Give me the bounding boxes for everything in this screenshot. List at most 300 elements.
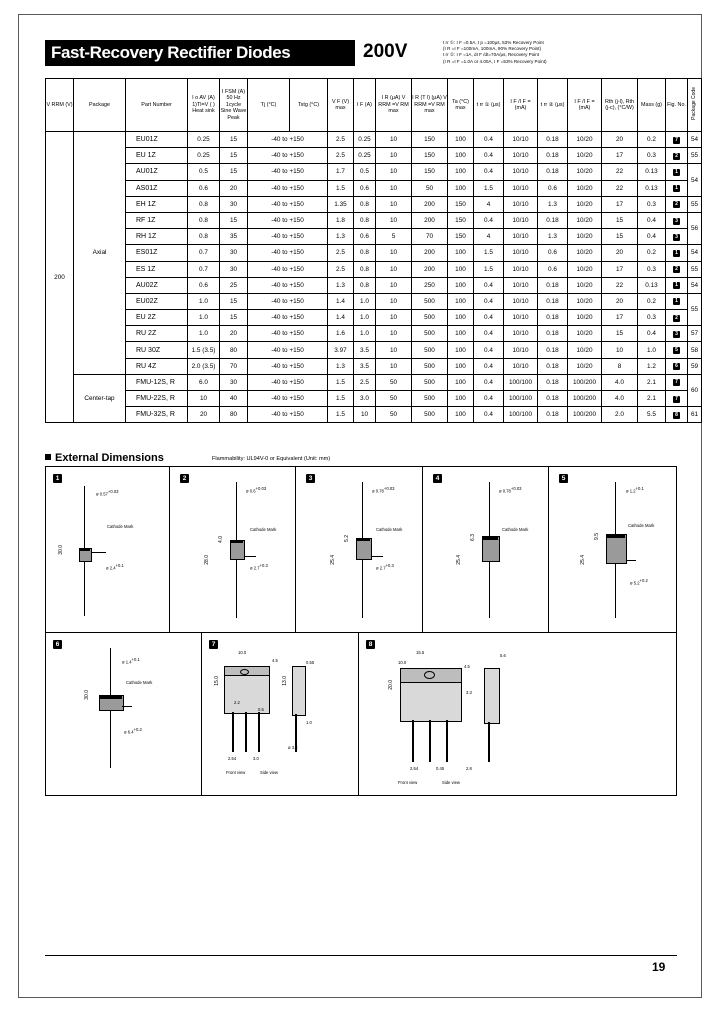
figure5-body — [606, 534, 627, 564]
figure7-pin-2 — [245, 712, 247, 752]
cell-fig: 2 — [666, 261, 688, 277]
figure2-body-length-label: 4.0 — [218, 536, 224, 543]
cell-vf: 2.5 — [328, 148, 354, 164]
cell-trr2: 0.6 — [538, 245, 568, 261]
cell-ifsm: 15 — [220, 132, 248, 148]
cell-package-code: 54 — [688, 277, 702, 293]
cell-mass: 0.13 — [638, 164, 666, 180]
th-ta: Ta (°C) max — [448, 79, 474, 132]
cell-rth: 15 — [602, 212, 638, 228]
cell-fig: 2 — [666, 310, 688, 326]
cell-ifsm: 25 — [220, 277, 248, 293]
cell-io: 1.5 (3.5) — [188, 342, 220, 358]
cell-fig: 3 — [666, 212, 688, 228]
cell-ta: 100 — [448, 326, 474, 342]
figure7-pin-1 — [232, 712, 234, 752]
figure3-leader — [371, 556, 383, 557]
cell-package-code: 55 — [688, 261, 702, 277]
cell-mass: 0.3 — [638, 310, 666, 326]
cell-vf: 1.4 — [328, 293, 354, 309]
cell-mass: 5.5 — [638, 407, 666, 423]
cell-ir: 50 — [376, 407, 412, 423]
cell-fig: 8 — [666, 407, 688, 423]
figure7-pin-3 — [258, 712, 260, 752]
section-bullet-icon — [45, 454, 51, 460]
figure4-lead-length-label: 25.4 — [456, 555, 462, 565]
figure5-cathode-mark-label: Cathode Mark — [628, 523, 655, 528]
cell-ifif2: 100/200 — [568, 391, 602, 407]
cell-package-code: 58 — [688, 342, 702, 358]
figure8-label-a: 4.5 — [464, 664, 470, 669]
cell-tj: -40 to +150 — [248, 132, 328, 148]
figure6-body-label: ø 6.4+0.2 — [124, 727, 142, 735]
cell-io: 0.7 — [188, 245, 220, 261]
figure3-body — [356, 538, 372, 560]
figure1-leader — [92, 552, 106, 553]
cell-ifsm: 80 — [220, 407, 248, 423]
cell-tj: -40 to +150 — [248, 245, 328, 261]
cell-tj: -40 to +150 — [248, 180, 328, 196]
cell-ifsm: 15 — [220, 212, 248, 228]
cell-part-number: ES 1Z — [126, 261, 188, 277]
table-row — [46, 196, 702, 212]
cell-ta: 100 — [448, 391, 474, 407]
cell-trr2: 0.18 — [538, 132, 568, 148]
cell-fig: 7 — [666, 391, 688, 407]
figure8-pin-2 — [429, 720, 431, 762]
cell-package-code: 55 — [688, 293, 702, 325]
cell-ifif1: 10/10 — [504, 293, 538, 309]
cell-ifif1: 10/10 — [504, 196, 538, 212]
figure7-side-body — [292, 666, 306, 716]
cell-fig: 3 — [666, 229, 688, 245]
cell-ta: 100 — [448, 180, 474, 196]
cell-if: 3.5 — [354, 358, 376, 374]
dimensions-vsep-6 — [358, 632, 359, 796]
dimensions-vsep-5 — [201, 632, 202, 796]
cell-ifsm: 20 — [220, 180, 248, 196]
cell-part-number: AS01Z — [126, 180, 188, 196]
cell-vf: 2.5 — [328, 245, 354, 261]
figure-number-7: 7 — [209, 640, 218, 649]
cell-mass: 0.2 — [638, 245, 666, 261]
cell-trr2: 0.18 — [538, 326, 568, 342]
document-header — [45, 40, 677, 74]
figure4-body-length-label: 6.3 — [470, 534, 476, 541]
cell-mass: 1.0 — [638, 342, 666, 358]
cell-tj: -40 to +150 — [248, 261, 328, 277]
cell-part-number: FMU-32S, R — [126, 407, 188, 423]
th-ifsm: I FSM (A) 50 Hz 1cycle Sine Wave Peak — [220, 79, 248, 132]
cell-tj: -40 to +150 — [248, 326, 328, 342]
cell-ifif2: 10/20 — [568, 245, 602, 261]
cell-ifsm: 15 — [220, 148, 248, 164]
th-if: I F (A) — [354, 79, 376, 132]
cell-vf: 1.35 — [328, 196, 354, 212]
cell-trr2: 0.18 — [538, 164, 568, 180]
cell-ir-tl: 500 — [412, 342, 448, 358]
cell-ir-tl: 500 — [412, 293, 448, 309]
cell-part-number: FMU-22S, R — [126, 391, 188, 407]
figure1-cathode-band — [79, 548, 90, 551]
cell-tj: -40 to +150 — [248, 148, 328, 164]
cell-part-number: EU02Z — [126, 293, 188, 309]
cell-package-code: 57 — [688, 326, 702, 342]
cell-ifif2: 10/20 — [568, 164, 602, 180]
cell-mass: 0.13 — [638, 180, 666, 196]
figure5-body-label: ø 5.2+0.2 — [630, 578, 648, 586]
figure3-cathode-band — [356, 538, 370, 541]
cell-trr2: 0.6 — [538, 261, 568, 277]
figure7-label-g: 1.0 — [306, 720, 312, 725]
figure1-body-label: ø 2.4+0.1 — [106, 563, 124, 571]
cell-tj: -40 to +150 — [248, 293, 328, 309]
table-row — [46, 310, 702, 326]
figure5-diameter-label: ø 1.2+0.1 — [626, 486, 644, 494]
page-number: 19 — [652, 960, 666, 974]
cell-package-axial: Axial — [74, 132, 126, 375]
cell-tj: -40 to +150 — [248, 229, 328, 245]
cell-ifif1: 100/100 — [504, 407, 538, 423]
th-package-code: Package Code — [688, 79, 702, 132]
cell-package-code: 55 — [688, 196, 702, 212]
cell-io: 1.0 — [188, 293, 220, 309]
cell-mass: 0.13 — [638, 277, 666, 293]
figure2-leader — [244, 556, 256, 557]
cell-ir: 10 — [376, 212, 412, 228]
cell-vf: 1.3 — [328, 277, 354, 293]
cell-ifif2: 10/20 — [568, 261, 602, 277]
cell-ir: 10 — [376, 148, 412, 164]
cell-fig: 7 — [666, 374, 688, 390]
cell-part-number: EU 1Z — [126, 148, 188, 164]
cell-ir: 10 — [376, 326, 412, 342]
cell-vf: 1.3 — [328, 358, 354, 374]
cell-vf: 1.5 — [328, 407, 354, 423]
cell-trr2: 0.6 — [538, 180, 568, 196]
cell-trr1: 0.4 — [474, 358, 504, 374]
cell-ta: 150 — [448, 212, 474, 228]
cell-fig: 2 — [666, 196, 688, 212]
figure3-body-length-label: 5.2 — [344, 535, 350, 542]
cell-io: 2.0 (3.5) — [188, 358, 220, 374]
cell-rth: 4.0 — [602, 391, 638, 407]
th-trr2: t rr ② (μs) — [538, 79, 568, 132]
cell-io: 0.7 — [188, 261, 220, 277]
cell-trr1: 0.4 — [474, 293, 504, 309]
table-row — [46, 212, 702, 228]
cell-ifsm: 20 — [220, 326, 248, 342]
cell-ir-tl: 500 — [412, 326, 448, 342]
external-dimensions-heading: External Dimensions — [45, 452, 164, 464]
voltage-rating: 200V — [363, 41, 408, 62]
cell-ifsm: 30 — [220, 374, 248, 390]
cell-ir-tl: 70 — [412, 229, 448, 245]
cell-trr2: 0.18 — [538, 358, 568, 374]
cell-fig: 5 — [666, 342, 688, 358]
cell-if: 0.6 — [354, 229, 376, 245]
cell-vf: 1.5 — [328, 391, 354, 407]
figure7-label-c: 3.0 — [253, 756, 259, 761]
cell-rth: 17 — [602, 310, 638, 326]
cell-ir-tl: 500 — [412, 407, 448, 423]
figure-number-2: 2 — [180, 474, 189, 483]
cell-package-code: 61 — [688, 407, 702, 423]
table-row — [46, 261, 702, 277]
cell-if: 0.8 — [354, 212, 376, 228]
cell-ir-tl: 150 — [412, 164, 448, 180]
th-part-number: Part Number — [126, 79, 188, 132]
cell-ir: 10 — [376, 277, 412, 293]
figure7-side-view-label: Side view — [260, 770, 278, 775]
cell-ir: 10 — [376, 245, 412, 261]
table-row — [46, 293, 702, 309]
cell-ifif1: 10/10 — [504, 164, 538, 180]
table-row — [46, 148, 702, 164]
cell-mass: 2.1 — [638, 374, 666, 390]
cell-ifif1: 10/10 — [504, 342, 538, 358]
cell-ta: 150 — [448, 196, 474, 212]
cell-trr2: 0.18 — [538, 212, 568, 228]
th-tstg: Tstg (°C) — [290, 79, 328, 132]
figure3-body-label: ø 2.7+0.3 — [376, 563, 394, 571]
figure4-cathode-mark-label: Cathode Mark — [502, 527, 529, 532]
cell-ir-tl: 200 — [412, 245, 448, 261]
cell-fig: 1 — [666, 180, 688, 196]
figure5-body-length-label: 9.5 — [594, 533, 600, 540]
figure8-label-pitch: 2.54 — [410, 766, 419, 771]
figure5-leader — [626, 560, 636, 561]
cell-ifsm: 40 — [220, 391, 248, 407]
th-mass: Mass (g) — [638, 79, 666, 132]
figure-number-8: 8 — [366, 640, 375, 649]
cell-io: 0.8 — [188, 212, 220, 228]
cell-part-number: AU01Z — [126, 164, 188, 180]
cell-fig: 1 — [666, 164, 688, 180]
figure2-body — [230, 540, 245, 560]
cell-ifsm: 30 — [220, 245, 248, 261]
cell-if: 1.0 — [354, 293, 376, 309]
table-row — [46, 326, 702, 342]
dimensions-vsep-4 — [548, 466, 549, 632]
cell-rth: 20 — [602, 132, 638, 148]
cell-if: 0.25 — [354, 148, 376, 164]
figure7-label-b: 0.5 — [258, 707, 264, 712]
cell-ir-tl: 200 — [412, 196, 448, 212]
cell-package-code: 56 — [688, 212, 702, 244]
cell-ifif2: 100/200 — [568, 374, 602, 390]
figure6-cathode-mark-label: Cathode Mark — [126, 680, 153, 685]
cell-tj: -40 to +150 — [248, 374, 328, 390]
table-row — [46, 229, 702, 245]
table-row — [46, 391, 702, 407]
cell-fig: 1 — [666, 293, 688, 309]
figure8-side-body — [484, 668, 500, 724]
cell-vf: 1.8 — [328, 212, 354, 228]
cell-ifif1: 10/10 — [504, 180, 538, 196]
cell-rth: 10 — [602, 342, 638, 358]
figure7-label-a: 2.2 — [234, 700, 240, 705]
cell-trr2: 0.18 — [538, 310, 568, 326]
cell-mass: 0.4 — [638, 326, 666, 342]
cell-ir: 10 — [376, 132, 412, 148]
cell-ta: 100 — [448, 342, 474, 358]
th-tj: Tj (°C) — [248, 79, 290, 132]
cell-ifif1: 100/100 — [504, 374, 538, 390]
cell-tj: -40 to +150 — [248, 277, 328, 293]
cell-package-code: 54 — [688, 132, 702, 148]
cell-rth: 22 — [602, 277, 638, 293]
figure8-label-e: 3.3 — [466, 690, 472, 695]
cell-trr1: 4 — [474, 229, 504, 245]
cell-part-number: FMU-12S, R — [126, 374, 188, 390]
cell-package-code: 59 — [688, 358, 702, 374]
figure1-cathode-mark-label: Cathode Mark — [107, 524, 134, 529]
th-package: Package — [74, 79, 126, 132]
figure7-label-f: 0.55 — [306, 660, 315, 665]
cell-ir: 5 — [376, 229, 412, 245]
cell-io: 1.0 — [188, 310, 220, 326]
external-dimensions-box — [45, 466, 677, 796]
table-row — [46, 342, 702, 358]
cell-ta: 100 — [448, 374, 474, 390]
figure1-diameter-label: ø 0.57+0.03 — [96, 489, 119, 497]
figure8-pin-3 — [446, 720, 448, 762]
cell-trr1: 0.4 — [474, 277, 504, 293]
figure6-leader — [122, 706, 132, 707]
cell-rth: 22 — [602, 164, 638, 180]
cell-io: 0.8 — [188, 229, 220, 245]
footer-rule — [45, 955, 677, 956]
cell-rth: 20 — [602, 293, 638, 309]
cell-ta: 100 — [448, 261, 474, 277]
cell-fig: 6 — [666, 358, 688, 374]
cell-vf: 1.4 — [328, 310, 354, 326]
cell-ifsm: 15 — [220, 293, 248, 309]
figure-number-1: 1 — [53, 474, 62, 483]
th-io: I o AV (A) 1)Tl=V ( ) Heat sink — [188, 79, 220, 132]
table-header-row — [46, 79, 702, 132]
cell-ifif2: 100/200 — [568, 407, 602, 423]
figure8-mounting-hole — [424, 671, 435, 679]
cell-vf: 1.3 — [328, 229, 354, 245]
cell-mass: 0.3 — [638, 196, 666, 212]
cell-ifif1: 10/10 — [504, 261, 538, 277]
cell-io: 20 — [188, 407, 220, 423]
cell-rth: 17 — [602, 196, 638, 212]
cell-ifsm: 15 — [220, 164, 248, 180]
cell-mass: 0.4 — [638, 229, 666, 245]
cell-ifif1: 10/10 — [504, 245, 538, 261]
figure8-side-view-label: Side view — [442, 780, 460, 785]
figure4-diameter-label: ø 0.78+0.03 — [499, 486, 522, 494]
figure8-pin-1 — [412, 720, 414, 762]
figure7-label-pitch: 2.54 — [228, 756, 237, 761]
figure-number-6: 6 — [53, 640, 62, 649]
cell-ir: 10 — [376, 196, 412, 212]
cell-ifif1: 10/10 — [504, 277, 538, 293]
cell-tj: -40 to +150 — [248, 310, 328, 326]
cell-part-number: EU 2Z — [126, 310, 188, 326]
cell-io: 0.25 — [188, 148, 220, 164]
cell-ifif2: 10/20 — [568, 212, 602, 228]
cell-io: 10 — [188, 391, 220, 407]
header-note-2: (I R =I F =100mA, 100mA, 90% Recovery Point) — [443, 46, 542, 52]
dimensions-vsep-3 — [422, 466, 423, 632]
cell-ifif2: 10/20 — [568, 132, 602, 148]
cell-vrrm: 200 — [46, 132, 74, 423]
cell-ir-tl: 500 — [412, 358, 448, 374]
dimensions-vsep-2 — [295, 466, 296, 632]
header-notes — [443, 40, 683, 65]
cell-ifif2: 10/20 — [568, 148, 602, 164]
cell-ifif2: 10/20 — [568, 310, 602, 326]
external-dimensions-subnote: Flammability: UL94V-0 or Equivalent (Unit: mm) — [212, 456, 331, 462]
figure2-cathode-mark-label: Cathode Mark — [250, 527, 277, 532]
th-vf: V F (V) max — [328, 79, 354, 132]
figure8-label-b: 0.45 — [436, 766, 445, 771]
figure3-cathode-mark-label: Cathode Mark — [376, 527, 403, 532]
cell-vf: 1.5 — [328, 180, 354, 196]
cell-ifif2: 10/20 — [568, 229, 602, 245]
cell-package-code: 55 — [688, 148, 702, 164]
table-row — [46, 358, 702, 374]
cell-rth: 15 — [602, 326, 638, 342]
cell-ifif1: 10/10 — [504, 229, 538, 245]
cell-rth: 15 — [602, 229, 638, 245]
table-row — [46, 374, 702, 390]
cell-ir-tl: 150 — [412, 132, 448, 148]
cell-ifsm: 80 — [220, 342, 248, 358]
cell-package-center-tap: Center-tap — [74, 374, 126, 423]
cell-io: 0.8 — [188, 196, 220, 212]
cell-trr2: 0.18 — [538, 277, 568, 293]
table-row — [46, 180, 702, 196]
cell-mass: 1.2 — [638, 358, 666, 374]
cell-if: 0.5 — [354, 164, 376, 180]
cell-if: 0.8 — [354, 196, 376, 212]
cell-if: 0.25 — [354, 132, 376, 148]
figure5-cathode-band — [606, 534, 625, 538]
cell-ifif1: 100/100 — [504, 391, 538, 407]
cell-mass: 0.2 — [638, 132, 666, 148]
cell-part-number: RU 4Z — [126, 358, 188, 374]
cell-part-number: ES01Z — [126, 245, 188, 261]
cell-vf: 2.5 — [328, 132, 354, 148]
cell-trr2: 0.18 — [538, 407, 568, 423]
cell-rth: 22 — [602, 180, 638, 196]
cell-if: 10 — [354, 407, 376, 423]
cell-part-number: RU 30Z — [126, 342, 188, 358]
cell-mass: 2.1 — [638, 391, 666, 407]
cell-if: 3.5 — [354, 342, 376, 358]
table-row — [46, 132, 702, 148]
cell-rth: 17 — [602, 148, 638, 164]
th-ir: I R (μA) V RRM =V RM max — [376, 79, 412, 132]
cell-tj: -40 to +150 — [248, 212, 328, 228]
cell-rth: 20 — [602, 245, 638, 261]
specification-table — [45, 78, 702, 423]
cell-ta: 100 — [448, 407, 474, 423]
header-note-3: t rr ②: I F =1A, dI F /dt=70A/μs, Recovery Point — [443, 52, 540, 58]
header-note-4: (I R =I F =1.0A or 4.00A, I F =53% Recovery Point) — [443, 58, 547, 64]
cell-io: 0.6 — [188, 277, 220, 293]
cell-ta: 100 — [448, 132, 474, 148]
cell-ifif1: 10/10 — [504, 132, 538, 148]
dimensions-vsep-1 — [169, 466, 170, 632]
cell-tj: -40 to +150 — [248, 391, 328, 407]
cell-package-code: 54 — [688, 245, 702, 261]
